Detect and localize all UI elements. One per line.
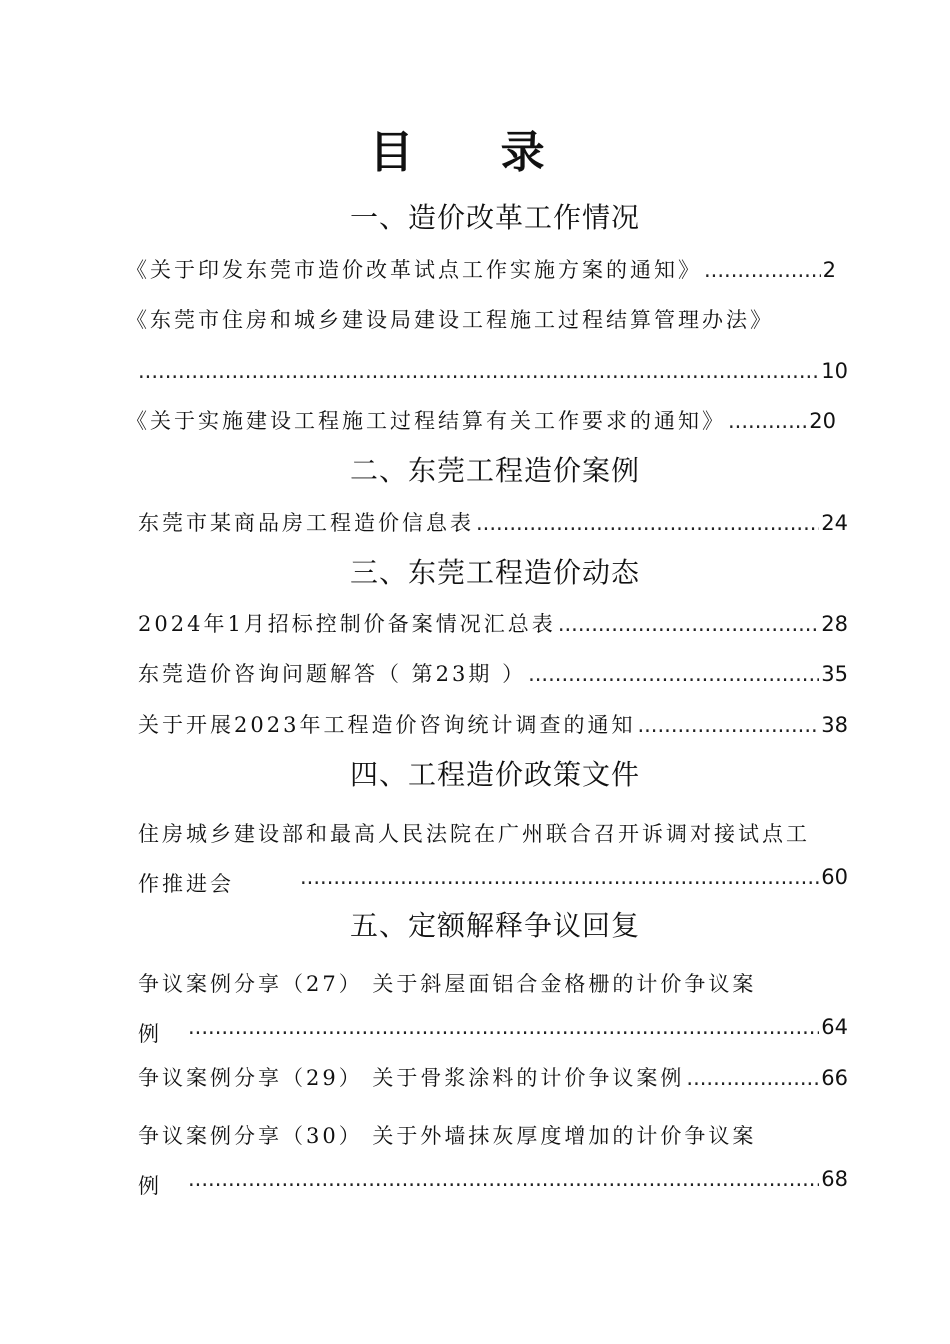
toc-entry-continuation[interactable] — [188, 1161, 848, 1197]
dot-leader — [138, 353, 819, 389]
toc-entry[interactable] — [138, 606, 848, 642]
toc-entry[interactable] — [138, 505, 848, 541]
toc-title: 目 录 — [369, 127, 581, 178]
section-heading-3: 三、东莞工程造价动态 — [349, 556, 640, 589]
entry-page: 68 — [821, 1167, 848, 1191]
toc-entry[interactable] — [126, 252, 836, 288]
section-heading-2: 二、东莞工程造价案例 — [349, 454, 640, 487]
entry-page: 10 — [821, 359, 848, 383]
entry-title: 《关于实施建设工程施工过程结算有关工作要求的通知》 — [126, 409, 726, 433]
toc-entry-continuation[interactable] — [188, 1009, 848, 1045]
section-heading-5: 五、定额解释争议回复 — [349, 909, 640, 942]
entry-page: 66 — [821, 1066, 848, 1090]
toc-entry[interactable] — [138, 656, 848, 692]
section-heading-1: 一、造价改革工作情况 — [349, 201, 640, 234]
entry-page: 60 — [821, 865, 848, 889]
entry-page: 24 — [821, 511, 848, 535]
entry-title: 东莞造价咨询问题解答（ 第23期 ） — [138, 662, 527, 686]
toc-entry[interactable] — [126, 403, 836, 439]
dot-leader — [686, 1060, 819, 1096]
dot-leader — [528, 656, 819, 692]
toc-entry-continuation[interactable] — [300, 859, 848, 895]
entry-page: 64 — [821, 1015, 848, 1039]
entry-title: 住房城乡建设部和最高人民法院在广州联合召开诉调对接试点工作推进会 — [138, 822, 810, 896]
entry-title: 关于开展2023年工程造价咨询统计调查的通知 — [138, 713, 636, 737]
toc-entry[interactable] — [138, 1060, 848, 1096]
entry-page: 28 — [821, 612, 848, 636]
entry-title: 2024年1月招标控制价备案情况汇总表 — [138, 612, 556, 636]
entry-page: 35 — [821, 662, 848, 686]
dot-leader — [728, 403, 807, 439]
toc-entry[interactable] — [126, 302, 836, 338]
entry-title: 东莞市某商品房工程造价信息表 — [138, 511, 474, 535]
dot-leader — [558, 606, 819, 642]
entry-title: 争议案例分享（27） 关于斜屋面铝合金格栅的计价争议案例 — [138, 972, 757, 1046]
dot-leader — [300, 859, 819, 895]
section-heading-4: 四、工程造价政策文件 — [349, 758, 640, 791]
entry-title: 《东莞市住房和城乡建设局建设工程施工过程结算管理办法》 — [126, 308, 774, 332]
entry-title: 《关于印发东莞市造价改革试点工作实施方案的通知》 — [126, 258, 702, 282]
dot-leader — [637, 707, 819, 743]
entry-page: 2 — [822, 258, 836, 282]
entry-page: 38 — [821, 713, 848, 737]
dot-leader — [188, 1009, 819, 1045]
toc-entry-continuation[interactable] — [138, 353, 848, 389]
toc-entry[interactable] — [138, 707, 848, 743]
dot-leader — [476, 505, 819, 541]
entry-page: 20 — [809, 409, 836, 433]
dot-leader — [188, 1161, 819, 1197]
entry-title: 争议案例分享（30） 关于外墙抹灰厚度增加的计价争议案例 — [138, 1124, 757, 1198]
dot-leader — [704, 252, 821, 288]
entry-title: 争议案例分享（29） 关于骨浆涂料的计价争议案例 — [138, 1066, 685, 1090]
